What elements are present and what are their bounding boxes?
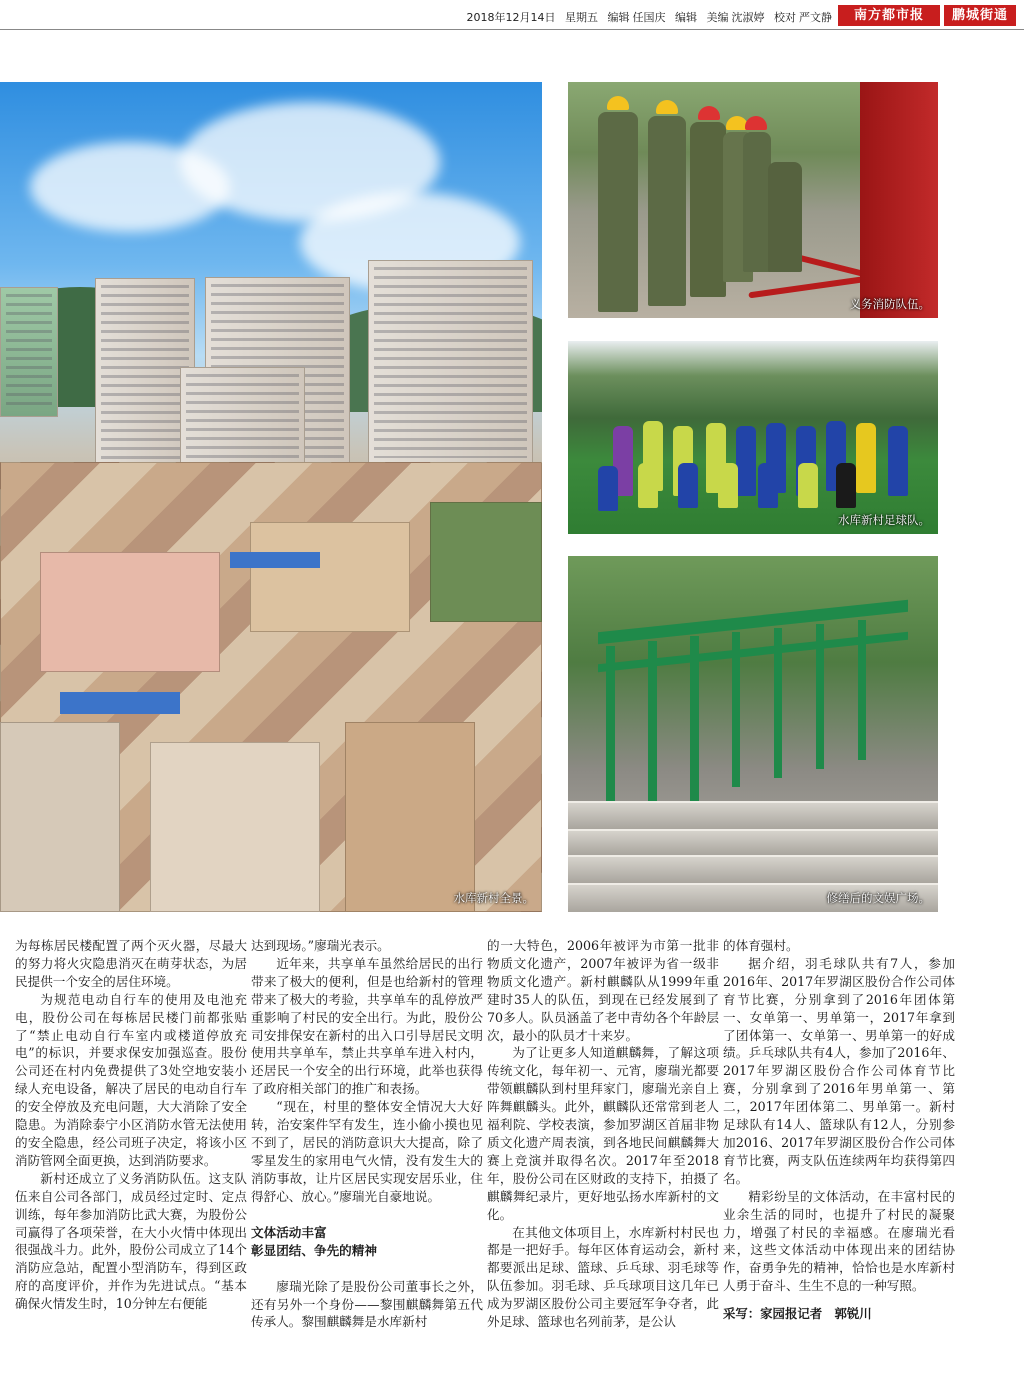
- paragraph: 廖瑞光除了是股份公司董事长之外，还有另外一个身份——黎围麒麟舞第五代传承人。黎围麒麟舞是水库新村: [251, 1278, 483, 1330]
- volunteer-firefighters-photo: [568, 82, 938, 318]
- proof-name: 严文静: [799, 11, 832, 24]
- editor-name: 任国庆: [632, 11, 666, 24]
- caption-fire: 义务消防队伍。: [849, 297, 930, 311]
- plaza-photo: [568, 556, 938, 912]
- paragraph: “现在，村里的整体安全情况大大好转，治安案件罕有发生，连小偷小摸也见不到了，居民的消防意识大大提高，除了零星发生的家用电气火情，没有发生大的消防事故，让片区居民实现安居乐业，住得舒心、放心。”廖瑞光自豪地说。: [251, 1099, 483, 1204]
- article-column-4: [723, 937, 955, 1323]
- paragraph: 的一大特色，2006年被评为市第一批非物质文化遗产，2007年被评为省一级非物质文化遗产。新村麒麟队从1999年重建时35人的队伍，到现在已经发展到了70多人。队员涵盖了老中青幼各个年龄层次，最小的队员才十来岁。: [487, 938, 719, 1043]
- article-column-2: [251, 937, 483, 1331]
- page-header: [0, 0, 1024, 30]
- article-column-1: [15, 937, 247, 1313]
- editor2-label: 编辑: [675, 11, 697, 24]
- paragraph: 新村还成立了义务消防队伍。这支队伍来自公司各部门，成员经过定时、定点训练，每年参加消防比武大赛，为股份公司赢得了各项荣誉，在大小火情中体现出很强战斗力。此外，股份公司成立了14个消防应急站，配置小型消防车，得到区政府的高度评价，并作为先进试点。“基本确保火情发生时，10分钟左右便能: [15, 1170, 247, 1312]
- paragraph: 为规范电动自行车的使用及电池充电，股份公司在每栋居民楼门前都张贴了“禁止电动自行车室内或楼道停放充电”的标识，并要求保安加强巡查。股份公司还在村内免费提供了3处空地安装小绿人充电设备，解决了居民的电动自行车的安全停放及充电问题，大大消除了安全隐患。为消除泰宁小区消防水管无法使用的安全隐患，经公司班子决定，将该小区消防管网全面更换，达到消防要求。: [15, 991, 247, 1168]
- caption-football: 水库新村足球队。: [838, 513, 930, 527]
- paragraph: 近年来，共享单车虽然给居民的出行带来了极大的便利，但是也给新村的管理带来了极大的考验，共享单车的乱停放严重影响了村民的安全出行。为此，股份公司安排保安在新村的出入口引导居民文明使用共享单车，禁止共享单车进入村内，还居民一个安全的出行环境，此举也获得了政府相关部门的推广和表扬。: [251, 955, 483, 1097]
- football-team-photo: [568, 341, 938, 534]
- paragraph: 精彩纷呈的文体活动，在丰富村民的业余生活的同时，也提升了村民的凝聚力，增强了村民的幸福感。在廖瑞光看来，这些文体活动中体现出来的团结协作，奋勇争先的精神，恰恰也是水库新村人勇于奋斗、生生不息的一种写照。: [723, 1188, 955, 1294]
- editor-label: 编辑: [607, 11, 630, 24]
- paragraph: 据介绍，羽毛球队共有7人，参加2016年、2017年罗湖区股份合作公司体育节比赛，分别拿到了2016年团体第一、女单第一、男单第一，2017年拿到了团体第一、女单第一、男单第一的好成绩。乒乓球队共有4人，参加了2016年、2017年罗湖区股份合作公司体育节比赛，分别拿到了2016年男单第一、第二，2017年团体第二、男单第一。新村足球队有14人、篮球队有12人，分别参加2016、2017年罗湖区股份合作公司体育节比赛，两支队伍连续两年均获得第四名。: [723, 955, 955, 1186]
- paragraph: 的体育强村。: [723, 938, 799, 953]
- article-column-3: [487, 937, 719, 1331]
- caption-aerial: 水库新村全景。: [453, 891, 534, 905]
- proof-label: 校对: [774, 11, 796, 24]
- paragraph: 在其他文体项目上，水库新村村民也都是一把好手。每年区体育运动会，新村都要派出足球、篮球、乒乓球、羽毛球等队伍参加。羽毛球、乒乓球项目这几年已成为罗湖区股份公司主要冠军争夺者，此外足球、篮球也名列前茅，是公认: [487, 1224, 719, 1330]
- paragraph: 为每栋居民楼配置了两个灭火器，尽最大的努力将火灾隐患消灭在萌芽状态，为居民提供一个安全的居住环境。: [15, 938, 247, 989]
- issue-weekday: 星期五: [565, 11, 598, 24]
- paragraph: 达到现场。”廖瑞光表示。: [251, 938, 390, 953]
- byline: 采写：家园报记者 郭锐川: [723, 1306, 872, 1322]
- issue-date: 2018年12月14日: [466, 11, 556, 24]
- subhead: 文体活动丰富: [251, 1224, 327, 1240]
- aerial-village-photo: [0, 82, 542, 912]
- newspaper-logo: 南方都市报: [838, 5, 940, 26]
- paragraph: 为了让更多人知道麒麟舞，了解这项传统文化，每年初一、元宵，廖瑞光都要带领麒麟队到村里拜家门，廖瑞光亲自上阵舞麒麟头。此外，麒麟队还常常到老人福利院、学校表演，参加罗湖区首届非物质文化遗产周表演，到各地民间麒麟舞大赛上竞演并取得名次。2017年至2018年，股份公司在区财政的支持下，拍摄了麒麟舞纪录片，更好地弘扬水库新村的文化。: [487, 1045, 719, 1222]
- art-name: 沈淑婷: [731, 11, 765, 24]
- section-logo: 鹏城街通: [944, 5, 1016, 26]
- caption-plaza: 修缮后的文娱广场。: [826, 891, 930, 905]
- art-label: 美编: [706, 11, 729, 24]
- header-meta: [461, 9, 833, 25]
- subhead: 彰显团结、争先的精神: [251, 1242, 377, 1258]
